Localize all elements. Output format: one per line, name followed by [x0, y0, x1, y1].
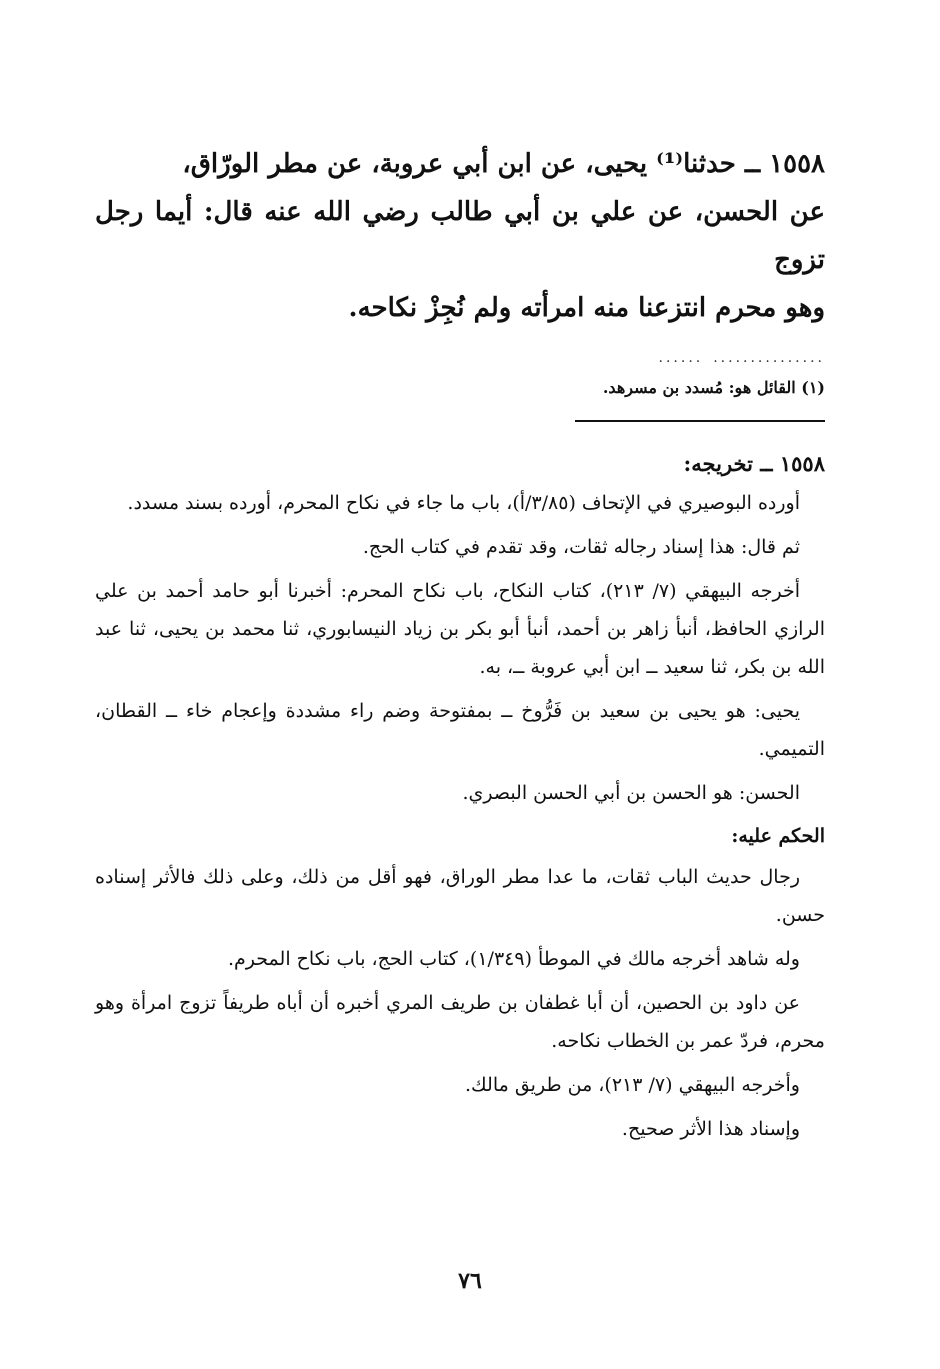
paragraph: أخرجه البيهقي (٧/ ٢١٣)، كتاب النكاح، باب نكاح المحرم: أخبرنا أبو حامد أحمد بن علي الرازي الحافظ، أنبأ زاهر بن أحمد، أنبأ أبو بكر بن زياد النيسابوري، ثنا محمد بن يحيى، ثنا عبد الله بن بكر، ثنا سعيد ــ ابن أبي عروبة ــ، به. [95, 580, 825, 678]
paragraph: الحسن: هو الحسن بن أبي الحسن البصري. [462, 782, 800, 804]
paragraph: عن داود بن الحصين، أن أبا غطفان بن طريف المري أخبره أن أباه طريفاً تزوج امرأة وهو محرم، فردّ عمر بن الخطاب نكاحه. [95, 992, 825, 1052]
page-body [95, 140, 825, 1154]
divider-rule [575, 420, 825, 422]
paragraph: وله شاهد أخرجه مالك في الموطأ (١/٣٤٩)، كتاب الحج، باب نكاح المحرم. [228, 948, 800, 970]
hadith-line: عن الحسن، عن علي بن أبي طالب رضي الله عنه قال: أيما رجل تزوج [95, 197, 825, 275]
paragraph: وأخرجه البيهقي (٧/ ٢١٣)، من طريق مالك. [464, 1074, 800, 1096]
page-number: ٧٦ [458, 1268, 482, 1294]
dots-segment: ...... [658, 350, 704, 366]
hadith-line: وهو محرم انتزعنا منه امرأته ولم نُجِزْ نكاحه. [348, 293, 825, 323]
paragraph: وإسناد هذا الأثر صحيح. [621, 1118, 800, 1140]
dots-segment: ............... [713, 350, 825, 366]
paragraph: أورده البوصيري في الإتحاف (٣/٨٥/أ)، باب ما جاء في نكاح المحرم، أورده بسند مسدد. [127, 492, 800, 514]
hukm-heading: الحكم عليه: [731, 825, 825, 847]
hukm-section [95, 818, 825, 1148]
hadith-text [95, 140, 825, 332]
paragraph: ثم قال: هذا إسناد رجاله ثقات، وقد تقدم في كتاب الحج. [362, 536, 800, 558]
footnote: (١) القائل هو: مُسدد بن مسرهد. [602, 378, 825, 397]
footnote-separator-dots [95, 350, 825, 364]
hadith-line: ١٥٥٨ ــ حدثنا⁽¹⁾ يحيى، عن ابن أبي عروبة، عن مطر الورّاق، [182, 149, 825, 179]
paragraph: يحيى: هو يحيى بن سعيد بن فَرُّوخ ــ بمفتوحة وضم راء مشددة وإعجام خاء ــ القطان، التميمي. [95, 700, 825, 760]
takhrij-heading: ١٥٥٨ ــ تخريجه: [683, 451, 825, 476]
paragraph: رجال حديث الباب ثقات، ما عدا مطر الوراق، فهو أقل من ذلك، وعلى ذلك فالأثر إسناده حسن. [95, 866, 825, 926]
takhrij-section [95, 446, 825, 812]
